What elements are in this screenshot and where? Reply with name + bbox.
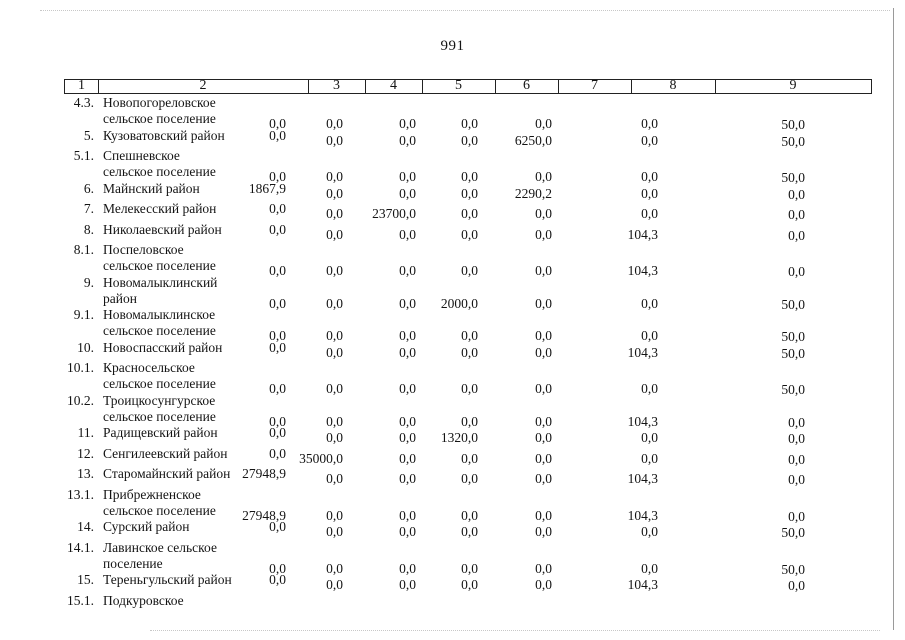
cell-col-8: 0,0 [641, 185, 658, 201]
cell-col-9: 0,0 [788, 431, 805, 446]
table-header [64, 79, 872, 94]
row-number: 4.3. [73, 95, 94, 110]
cell-col-9: 50,0 [781, 329, 805, 344]
row-number: 10.1. [67, 360, 94, 375]
cell-col-5: 0,0 [399, 263, 416, 278]
row-name [103, 275, 263, 307]
header-separator [365, 80, 366, 93]
cell-col-9: 0,0 [788, 508, 805, 524]
cell-col-9: 50,0 [781, 561, 805, 577]
cell-col-3: 27948,9 [242, 466, 286, 481]
cell-col-3: 1867,9 [248, 180, 286, 196]
cell-col-5: 0,0 [399, 226, 416, 242]
header-cell-4: 4 [390, 78, 397, 93]
cell-col-6: 0,0 [461, 132, 478, 148]
cell-col-7: 0,0 [535, 560, 552, 576]
row-name-line: сельское поселение [103, 323, 216, 338]
row-name-line: Новоспасский район [103, 339, 223, 355]
cell-col-6: 0,0 [461, 116, 478, 131]
cell-col-3: 0,0 [269, 221, 286, 237]
row-name-line: сельское поселение [103, 258, 216, 273]
header-separator [98, 80, 99, 93]
cell-col-4: 0,0 [326, 344, 343, 360]
row-name-line: Новомалыклинское [103, 307, 216, 322]
row-name [103, 128, 263, 144]
row-number: 8. [83, 221, 94, 237]
row-name-line: Поспеловское [103, 242, 184, 257]
row-name-line: Старомайнский район [103, 466, 231, 481]
cell-col-3: 0,0 [269, 201, 286, 216]
row-number: 10. [77, 339, 94, 355]
row-number: 5.1. [73, 148, 94, 163]
row-name-line: Сенгилеевский район [103, 445, 228, 461]
cell-col-3: 0,0 [269, 116, 286, 131]
cell-col-8: 104,3 [627, 471, 658, 486]
cell-col-3: 0,0 [269, 445, 286, 461]
cell-col-7: 0,0 [535, 344, 552, 360]
row-name [103, 446, 263, 462]
row-number: 13. [77, 466, 94, 481]
cell-col-9: 0,0 [788, 578, 805, 593]
cell-col-7: 6250,0 [514, 132, 552, 148]
cell-col-8: 104,3 [627, 263, 658, 278]
cell-col-3: 0,0 [269, 339, 286, 355]
header-cell-6: 6 [523, 78, 530, 93]
row-number: 14.1. [67, 539, 94, 555]
cell-col-7: 0,0 [535, 295, 552, 311]
cell-col-5: 0,0 [399, 471, 416, 486]
cell-col-5: 0,0 [399, 132, 416, 148]
cell-col-5: 0,0 [399, 381, 416, 396]
cell-col-4: 0,0 [326, 381, 343, 396]
cell-col-5: 23700,0 [372, 206, 416, 221]
cell-col-6: 1320,0 [440, 430, 478, 445]
row-name [103, 340, 263, 356]
cell-col-4: 0,0 [326, 577, 343, 592]
row-name [103, 540, 263, 572]
cell-col-8: 0,0 [641, 524, 658, 539]
cell-col-4: 0,0 [326, 169, 343, 184]
header-cell-5: 5 [455, 78, 462, 93]
cell-col-7: 0,0 [535, 577, 552, 592]
row-number: 13.1. [67, 486, 94, 502]
cell-col-3: 0,0 [269, 263, 286, 278]
row-name-line: Николаевский район [103, 221, 222, 237]
cell-col-7: 0,0 [535, 430, 552, 445]
cell-col-5: 0,0 [399, 116, 416, 131]
row-name [103, 201, 263, 217]
cell-col-8: 0,0 [641, 132, 658, 148]
cell-col-4: 0,0 [326, 185, 343, 201]
cell-col-8: 104,3 [627, 507, 658, 523]
row-name-line: сельское поселение [103, 502, 216, 518]
cell-col-6: 0,0 [461, 577, 478, 592]
cell-col-4: 0,0 [326, 507, 343, 523]
cell-col-7: 0,0 [535, 381, 552, 396]
cell-col-8: 0,0 [641, 116, 658, 131]
cell-col-7: 0,0 [535, 116, 552, 131]
cell-col-5: 0,0 [399, 450, 416, 466]
row-name [103, 148, 263, 180]
cell-col-4: 0,0 [326, 295, 343, 311]
cell-col-5: 0,0 [399, 344, 416, 360]
cell-col-7: 0,0 [535, 413, 552, 429]
cell-col-7: 0,0 [535, 226, 552, 242]
row-name-line: Кузоватовский район [103, 127, 225, 143]
cell-col-7: 0,0 [535, 524, 552, 539]
header-separator [631, 80, 632, 93]
row-name-line: Подкуровское [103, 592, 184, 608]
cell-col-3: 0,0 [269, 127, 286, 143]
cell-col-8: 0,0 [641, 328, 658, 343]
row-name-line: Тереньгульский район [103, 572, 232, 587]
row-name-line: поселение [103, 555, 163, 571]
cell-col-6: 0,0 [461, 450, 478, 466]
row-name [103, 393, 263, 425]
cell-col-4: 0,0 [326, 116, 343, 131]
header-cell-1: 1 [78, 78, 85, 93]
cell-col-5: 0,0 [399, 295, 416, 311]
row-name [103, 425, 263, 441]
cell-col-4: 0,0 [326, 471, 343, 486]
row-name [103, 519, 263, 535]
cell-col-3: 27948,9 [242, 507, 286, 523]
row-number: 9. [83, 274, 94, 290]
row-name-line: сельское поселение [103, 408, 216, 424]
cell-col-9: 50,0 [781, 345, 805, 361]
cell-col-3: 0,0 [269, 572, 286, 587]
row-name-line: сельское поселение [103, 164, 216, 179]
row-name-line: район [103, 290, 137, 306]
cell-col-7: 0,0 [535, 328, 552, 343]
cell-col-6: 0,0 [461, 206, 478, 221]
cell-col-4: 0,0 [326, 430, 343, 445]
cell-col-6: 0,0 [461, 507, 478, 523]
cell-col-8: 104,3 [627, 226, 658, 242]
cell-col-6: 0,0 [461, 471, 478, 486]
row-name [103, 466, 263, 482]
row-number: 14. [77, 519, 94, 534]
cell-col-7: 0,0 [535, 206, 552, 221]
cell-col-5: 0,0 [399, 524, 416, 539]
cell-col-8: 104,3 [627, 413, 658, 429]
cell-col-6: 0,0 [461, 328, 478, 343]
header-separator [422, 80, 423, 93]
cell-col-5: 0,0 [399, 185, 416, 201]
cell-col-4: 0,0 [326, 226, 343, 242]
cell-col-3: 0,0 [269, 295, 286, 311]
cell-col-4: 0,0 [326, 132, 343, 148]
cell-col-3: 0,0 [269, 169, 286, 184]
cell-col-8: 0,0 [641, 295, 658, 311]
cell-col-7: 0,0 [535, 471, 552, 486]
row-name-line: Лавинское сельское [103, 539, 217, 555]
cell-col-9: 0,0 [788, 186, 805, 202]
cell-col-6: 0,0 [461, 344, 478, 360]
row-name-line: Спешневское [103, 148, 180, 163]
row-number: 10.2. [67, 392, 94, 408]
row-number: 8.1. [73, 242, 94, 257]
row-name [103, 181, 263, 197]
cell-col-3: 0,0 [269, 560, 286, 576]
row-name-line: сельское поселение [103, 376, 216, 391]
cell-col-7: 0,0 [535, 507, 552, 523]
row-number: 11. [77, 425, 94, 440]
header-cell-7: 7 [591, 78, 598, 93]
header-cell-3: 3 [333, 78, 340, 93]
cell-col-4: 0,0 [326, 413, 343, 429]
cell-col-6: 0,0 [461, 226, 478, 242]
row-number: 15.1. [67, 592, 94, 608]
row-name-line: Красносельское [103, 360, 195, 375]
cell-col-4: 0,0 [326, 263, 343, 278]
cell-col-9: 50,0 [781, 525, 805, 540]
row-name [103, 222, 263, 238]
cell-col-9: 0,0 [788, 414, 805, 430]
cell-col-4: 0,0 [326, 206, 343, 221]
cell-col-7: 2290,2 [514, 185, 552, 201]
row-name [103, 307, 263, 339]
cell-col-9: 50,0 [781, 117, 805, 132]
cell-col-5: 0,0 [399, 328, 416, 343]
cell-col-3: 0,0 [269, 519, 286, 534]
header-cell-9: 9 [789, 78, 797, 93]
cell-col-8: 0,0 [641, 560, 658, 576]
row-name-line: Майнский район [103, 180, 200, 196]
cell-col-7: 0,0 [535, 169, 552, 184]
row-number: 9.1. [73, 307, 94, 322]
cell-col-6: 0,0 [461, 524, 478, 539]
cell-col-6: 2000,0 [440, 295, 478, 311]
cell-col-5: 0,0 [399, 507, 416, 523]
cell-col-9: 50,0 [781, 170, 805, 185]
cell-col-6: 0,0 [461, 263, 478, 278]
cell-col-5: 0,0 [399, 560, 416, 576]
cell-col-3: 0,0 [269, 381, 286, 396]
cell-col-6: 0,0 [461, 169, 478, 184]
cell-col-8: 0,0 [641, 206, 658, 221]
scan-edge-right [893, 8, 894, 630]
header-separator [715, 80, 716, 93]
cell-col-9: 0,0 [788, 207, 805, 222]
cell-col-8: 0,0 [641, 430, 658, 445]
row-name-line: Новомалыклинский [103, 274, 218, 290]
cell-col-3: 0,0 [269, 425, 286, 440]
scan-edge-bottom [150, 630, 880, 632]
row-name [103, 95, 263, 127]
cell-col-6: 0,0 [461, 413, 478, 429]
cell-col-9: 0,0 [788, 227, 805, 243]
cell-col-4: 0,0 [326, 328, 343, 343]
cell-col-8: 0,0 [641, 450, 658, 466]
row-name [103, 360, 263, 392]
cell-col-9: 0,0 [788, 451, 805, 467]
cell-col-6: 0,0 [461, 185, 478, 201]
row-name [103, 487, 263, 519]
cell-col-8: 104,3 [627, 344, 658, 360]
cell-col-8: 0,0 [641, 381, 658, 396]
row-name-line: Троицкосунгурское [103, 392, 216, 408]
cell-col-9: 50,0 [781, 382, 805, 397]
row-name [103, 593, 263, 609]
cell-col-3: 0,0 [269, 413, 286, 429]
row-number: 12. [77, 445, 94, 461]
cell-col-5: 0,0 [399, 413, 416, 429]
cell-col-7: 0,0 [535, 263, 552, 278]
row-name-line: Новопогореловское [103, 95, 216, 110]
row-number: 6. [83, 180, 94, 196]
cell-col-6: 0,0 [461, 560, 478, 576]
row-name-line: Прибрежненское [103, 486, 201, 502]
header-separator [558, 80, 559, 93]
cell-col-4: 0,0 [326, 560, 343, 576]
cell-col-7: 0,0 [535, 450, 552, 466]
row-name-line: сельское поселение [103, 111, 216, 126]
cell-col-8: 104,3 [627, 577, 658, 592]
row-name [103, 242, 263, 274]
row-name-line: Мелекесский район [103, 201, 217, 216]
header-separator [308, 80, 309, 93]
cell-col-4: 0,0 [326, 524, 343, 539]
cell-col-8: 0,0 [641, 169, 658, 184]
scan-edge-top [40, 10, 890, 12]
row-number: 7. [83, 201, 94, 216]
cell-col-6: 0,0 [461, 381, 478, 396]
header-separator [495, 80, 496, 93]
cell-col-5: 0,0 [399, 430, 416, 445]
row-name-line: Сурский район [103, 519, 190, 534]
cell-col-9: 0,0 [788, 472, 805, 487]
cell-col-4: 35000,0 [299, 450, 343, 466]
header-cell-2: 2 [199, 78, 207, 93]
row-number: 5. [83, 127, 94, 143]
row-name [103, 572, 263, 588]
cell-col-9: 50,0 [781, 296, 805, 312]
cell-col-5: 0,0 [399, 169, 416, 184]
cell-col-3: 0,0 [269, 328, 286, 343]
row-name-line: Радищевский район [103, 425, 218, 440]
page-number: 991 [440, 38, 465, 54]
cell-col-5: 0,0 [399, 577, 416, 592]
cell-col-9: 50,0 [781, 133, 805, 149]
row-number: 15. [77, 572, 94, 587]
header-cell-8: 8 [669, 78, 677, 93]
cell-col-9: 0,0 [788, 264, 805, 279]
